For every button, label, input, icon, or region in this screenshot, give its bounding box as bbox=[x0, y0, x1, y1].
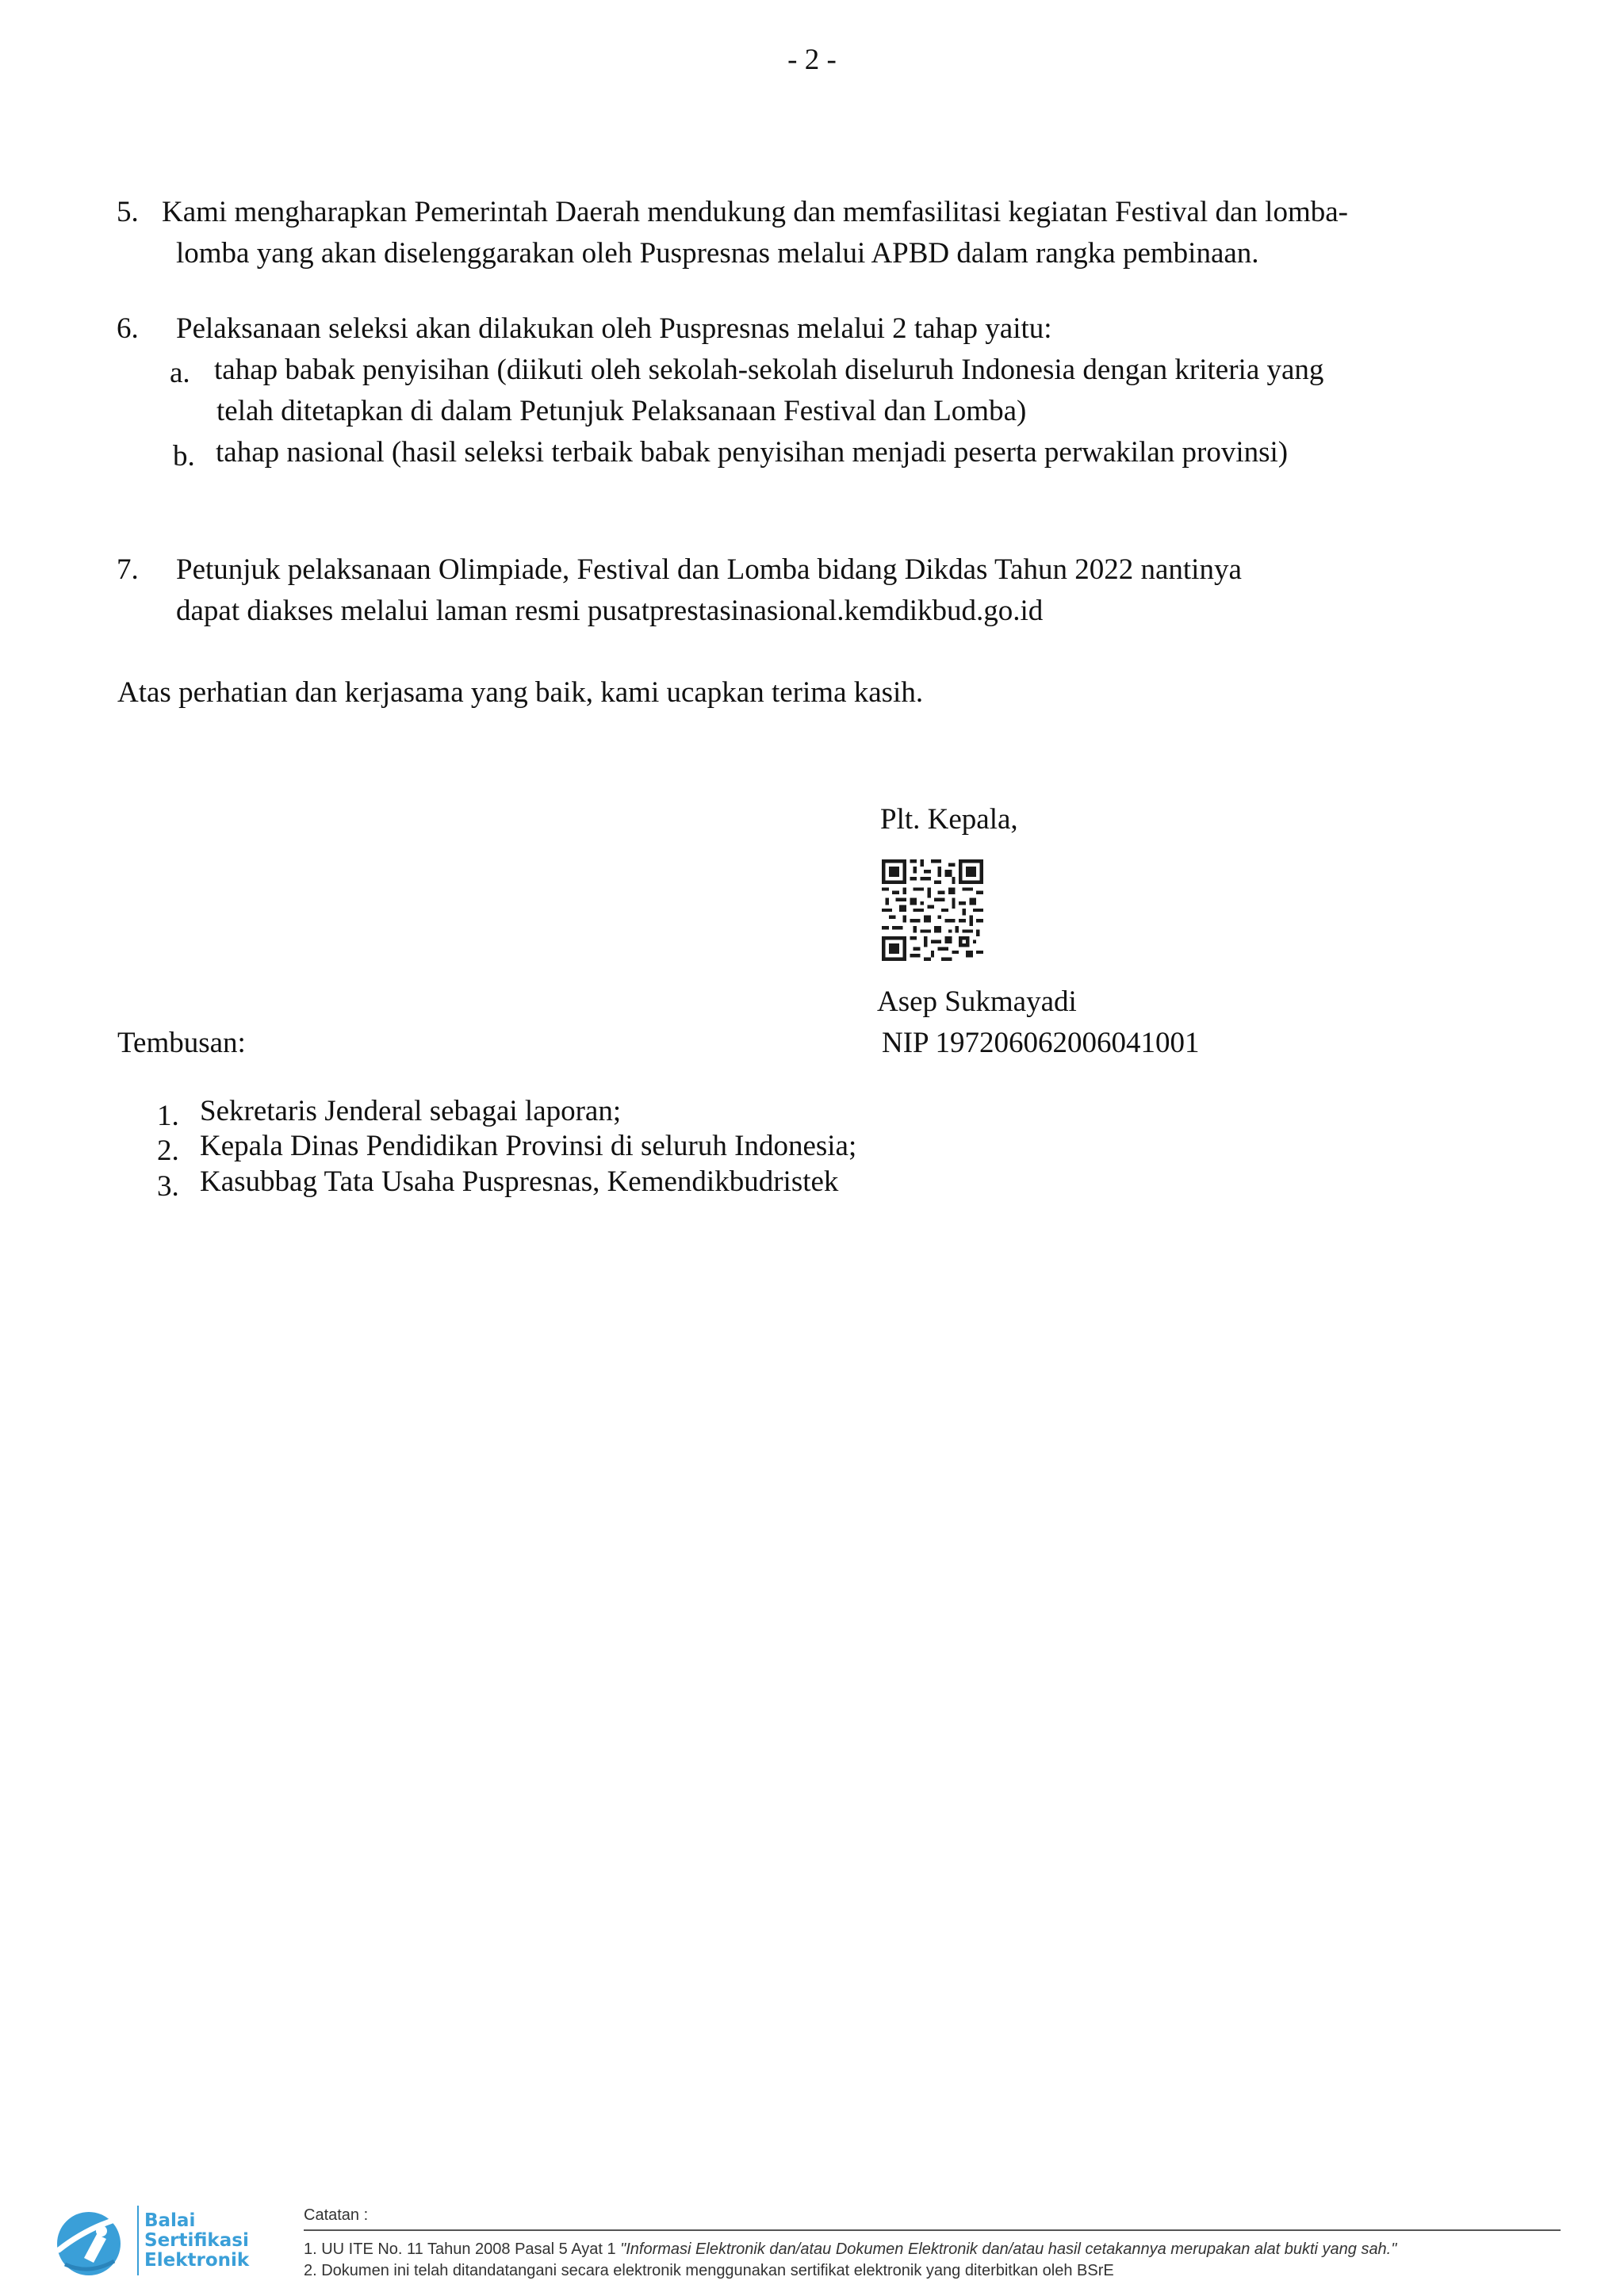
tembusan-1-number: 1. bbox=[157, 1100, 179, 1132]
page-number: - 2 - bbox=[787, 44, 837, 76]
footer-note-1 bbox=[304, 2241, 1396, 2259]
signature-title: Plt. Kepala, bbox=[880, 803, 1018, 836]
item-5-line-2: lomba yang akan diselenggarakan oleh Puspresnas melalui APBD dalam rangka pembinaan. bbox=[176, 237, 1259, 270]
item-7-line-1: Petunjuk pelaksanaan Olimpiade, Festival dan Lomba bidang Dikdas Tahun 2022 nantinya bbox=[176, 553, 1242, 586]
bsre-logo-text-2: Sertifikasi bbox=[144, 2230, 249, 2251]
qr-code-icon bbox=[882, 859, 983, 961]
tembusan-1-text: Sekretaris Jenderal sebagai laporan; bbox=[200, 1095, 622, 1127]
item-5-line-1: Kami mengharapkan Pemerintah Daerah mendukung dan memfasilitasi kegiatan Festival dan lomba- bbox=[162, 196, 1348, 228]
footer-note-1-quote: "Informasi Elektronik dan/atau Dokumen Elektronik dan/atau hasil cetakannya merupakan alat bukti yang sah." bbox=[620, 2241, 1397, 2258]
bsre-logo-text-1: Balai bbox=[144, 2210, 196, 2231]
bsre-divider bbox=[137, 2206, 139, 2275]
item-6a-line-2: telah ditetapkan di dalam Petunjuk Pelaksanaan Festival dan Lomba) bbox=[216, 395, 1027, 427]
footer-catatan-label: Catatan : bbox=[304, 2206, 369, 2224]
bsre-logo-icon bbox=[49, 2202, 136, 2280]
item-6a-letter: a. bbox=[170, 357, 190, 389]
item-6-line-1: Pelaksanaan seleksi akan dilakukan oleh Puspresnas melalui 2 tahap yaitu: bbox=[176, 312, 1052, 345]
bsre-logo-text-3: Elektronik bbox=[144, 2250, 250, 2271]
tembusan-3-text: Kasubbag Tata Usaha Puspresnas, Kemendikbudristek bbox=[200, 1165, 839, 1198]
item-7-number: 7. bbox=[117, 553, 139, 586]
footer-rule bbox=[304, 2229, 1561, 2231]
item-6a-line-1: tahap babak penyisihan (diikuti oleh sekolah-sekolah diseluruh Indonesia dengan kriteria yang bbox=[214, 354, 1324, 386]
tembusan-2-text: Kepala Dinas Pendidikan Provinsi di seluruh Indonesia; bbox=[200, 1130, 857, 1162]
item-7-line-2: dapat diakses melalui laman resmi pusatprestasinasional.kemdikbud.go.id bbox=[176, 595, 1044, 627]
tembusan-label: Tembusan: bbox=[117, 1027, 246, 1059]
item-6-number: 6. bbox=[117, 312, 139, 345]
tembusan-2-number: 2. bbox=[157, 1135, 179, 1167]
signatory-nip: NIP 197206062006041001 bbox=[882, 1027, 1200, 1059]
tembusan-3-number: 3. bbox=[157, 1170, 179, 1203]
item-6b-letter: b. bbox=[173, 440, 195, 473]
footer-note-2: 2. Dokumen ini telah ditandatangani secara elektronik menggunakan sertifikat elektronik yang diterbitkan oleh BSrE bbox=[304, 2262, 1114, 2279]
footer-note-1-prefix: 1. UU ITE No. 11 Tahun 2008 Pasal 5 Ayat 1 bbox=[304, 2241, 621, 2258]
item-6b-line-1: tahap nasional (hasil seleksi terbaik babak penyisihan menjadi peserta perwakilan provinsi) bbox=[216, 436, 1289, 469]
item-5-number: 5. bbox=[117, 196, 139, 228]
signatory-name: Asep Sukmayadi bbox=[877, 985, 1077, 1018]
closing-sentence: Atas perhatian dan kerjasama yang baik, kami ucapkan terima kasih. bbox=[117, 676, 924, 709]
